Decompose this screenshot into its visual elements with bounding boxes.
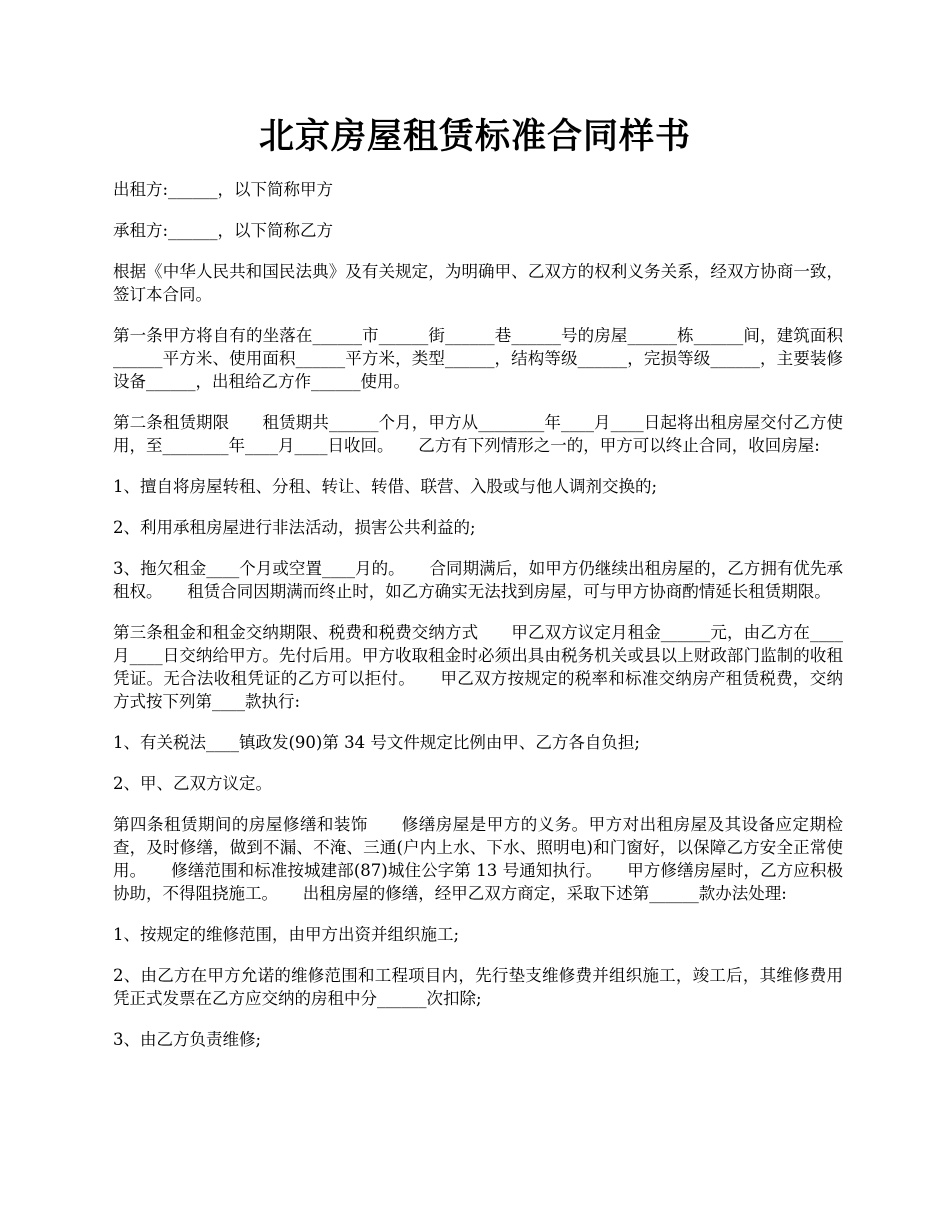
paragraph-item-1: 1、擅自将房屋转租、分租、转让、转借、联营、入股或与他人调剂交换的;	[113, 477, 658, 496]
paragraph-repair-item-2: 2、由乙方在甲方允诺的维修范围和工程项目内，先行垫支维修费并组织施工，竣工后，其维修费用凭正式发票在乙方应交纳的房租中分______次扣除;	[113, 966, 843, 1008]
paragraph-tax-item-1: 1、有关税法____镇政发(90)第 34 号文件规定比例由甲、乙方各自负担;	[113, 733, 640, 752]
paragraph-item-2: 2、利用承租房屋进行非法活动，损害公共利益的;	[113, 518, 476, 537]
paragraph-lessor: 出租方:______，以下简称甲方	[113, 180, 334, 199]
paragraph-article-1: 第一条甲方将自有的坐落在______市______街______巷______号的房屋______栋______间，建筑面积______平方米、使用面积______平方米，类型______，结构等级______，完损等级______，主要装修设备______，出租给乙方作______使用。	[113, 326, 843, 391]
paragraph-article-4: 第四条租赁期间的房屋修缮和装饰 修缮房屋是甲方的义务。甲方对出租房屋及其设备应定期检查，及时修缮，做到不漏、不淹、三通(户内上水、下水、照明电)和门窗好，以保障乙方安全正常使用。 修缮范围和标准按城建部(87)城住公字第 13 号通知执行。 甲方修缮房屋时，乙方应积极协助，不得阻挠施工。 出租房屋的修缮，经甲乙双方商定，采取下述第______款办法处理:	[113, 815, 843, 903]
document-title: 北京房屋租赁标准合同样书	[258, 116, 691, 157]
paragraph-repair-item-1: 1、按规定的维修范围，由甲方出资并组织施工;	[113, 925, 460, 944]
paragraph-preamble: 根据《中华人民共和国民法典》及有关规定，为明确甲、乙双方的权利义务关系，经双方协商一致，签订本合同。	[113, 262, 843, 304]
paragraph-article-2: 第二条租赁期限 租赁期共______个月，甲方从________年____月____日起将出租房屋交付乙方使用，至________年____月____日收回。 乙方有下列情形之一的，甲方可以终止合同，收回房屋:	[113, 413, 843, 455]
paragraph-repair-item-3: 3、由乙方负责维修;	[113, 1030, 262, 1049]
paragraph-item-3: 3、拖欠租金____个月或空置____月的。 合同期满后，如甲方仍继续出租房屋的，乙方拥有优先承租权。 租赁合同因期满而终止时，如乙方确实无法找到房屋，可与甲方协商酌情延长租赁期限。	[113, 559, 843, 601]
paragraph-lessee: 承租方:______，以下简称乙方	[113, 221, 334, 240]
paragraph-tax-item-2: 2、甲、乙双方议定。	[113, 774, 272, 793]
paragraph-article-3: 第三条租金和租金交纳期限、税费和税费交纳方式 甲乙双方议定月租金______元，由乙方在____月____日交纳给甲方。先付后用。甲方收取租金时必须出具由税务机关或县以上财政部门监制的收租凭证。无合法收租凭证的乙方可以拒付。 甲乙双方按规定的税率和标准交纳房产租赁税费，交纳方式按下列第____款执行:	[113, 623, 843, 711]
document-body	[113, 178, 843, 1069]
